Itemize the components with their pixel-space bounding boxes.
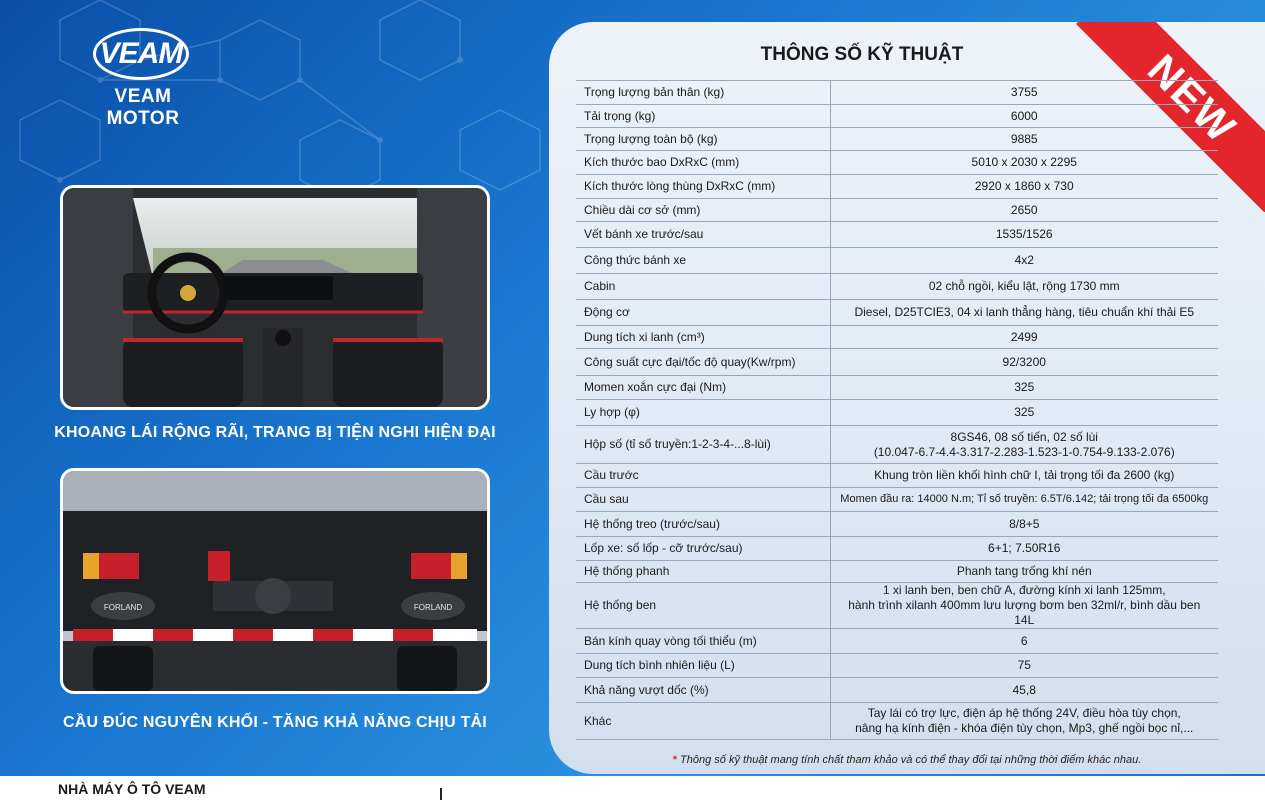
spec-value-line: 92/3200 — [1002, 354, 1046, 369]
spec-value-line: nâng hạ kính điện - khóa điện tùy chọn, Mp3, ghế ngồi bọc nỉ,... — [855, 721, 1194, 735]
rear-badge-left: FORLAND — [103, 603, 143, 612]
spec-value — [830, 326, 1218, 349]
spec-row — [576, 537, 1218, 561]
spec-value-line: 325 — [1014, 405, 1035, 419]
spec-row — [576, 561, 1218, 583]
new-ribbon-label: NEW — [1138, 45, 1246, 153]
spec-row — [576, 222, 1218, 248]
caption-rear-axle: CẦU ĐÚC NGUYÊN KHỐI - TĂNG KHẢ NĂNG CHỊU TẢI — [63, 714, 487, 731]
spec-key: Momen xoắn cực đại (Nm) — [576, 376, 830, 400]
spec-row — [576, 464, 1218, 488]
spec-key: Khác — [576, 703, 830, 740]
spec-value-line: Khung tròn liền khối hình chữ I, tải trọng tối đa 2600 (kg) — [874, 468, 1175, 482]
spec-row — [576, 199, 1218, 222]
spec-value-line: 3755 — [1010, 85, 1038, 99]
spec-key: Hệ thống ben — [576, 583, 830, 629]
spec-value-line: 5010 x 2030 x 2295 — [971, 155, 1077, 169]
spec-row — [576, 151, 1218, 175]
spec-value-line: 45,8 — [1012, 682, 1036, 697]
spec-row — [576, 300, 1218, 326]
spec-value-line: 9885 — [1010, 131, 1038, 146]
spec-row — [576, 583, 1218, 629]
spec-row — [576, 678, 1218, 703]
spec-value-line: Phanh tang trống khí nén — [956, 564, 1092, 578]
veam-logo-mark — [93, 28, 189, 80]
spec-value — [830, 678, 1218, 703]
spec-row — [576, 81, 1218, 105]
spec-key: Dung tích bình nhiên liệu (L) — [576, 654, 830, 678]
spec-key: Động cơ — [576, 300, 830, 326]
spec-row — [576, 376, 1218, 400]
spec-key: Tải trọng (kg) — [576, 105, 830, 128]
spec-value — [830, 561, 1218, 583]
spec-value — [830, 654, 1218, 678]
spec-value — [830, 105, 1218, 128]
spec-value — [830, 81, 1218, 105]
spec-value-line: 6 — [1020, 633, 1028, 648]
brand-name: VEAM MOTOR — [106, 86, 180, 129]
spec-value-line: 1 xi lanh ben, ben chữ A, đường kính xi lanh 125mm, — [882, 583, 1166, 597]
spec-row — [576, 128, 1218, 151]
spec-value — [830, 248, 1218, 274]
spec-value-line: 1535/1526 — [995, 227, 1053, 241]
rear-axle-photo — [60, 468, 490, 694]
spec-value-line: 6+1; 7.50R16 — [988, 541, 1061, 555]
spec-row — [576, 349, 1218, 376]
spec-key: Khả năng vượt dốc (%) — [576, 678, 830, 703]
spec-value-line: (10.047-6.7-4.4-3.317-2.283-1.523-1-0.754-9.133-2.076) — [873, 444, 1175, 459]
spec-value — [830, 128, 1218, 151]
spec-row — [576, 426, 1218, 464]
spec-value-line: 75 — [1017, 658, 1031, 672]
cabin-interior-photo — [60, 185, 490, 410]
spec-value-line: hành trình xilanh 400mm lưu lượng bơm ben 32ml/r, bình dầu ben 14L — [848, 598, 1201, 627]
footer-label: NHÀ MÁY Ô TÔ VEAM — [58, 781, 206, 797]
spec-value-line: 2920 x 1860 x 730 — [974, 179, 1074, 193]
spec-row — [576, 629, 1218, 654]
spec-value — [830, 222, 1218, 248]
spec-key: Dung tích xi lanh (cm³) — [576, 326, 830, 349]
spec-value-line: 4x2 — [1014, 253, 1034, 267]
spec-value-line: Tay lái có trợ lực, điện áp hệ thống 24V, điều hòa tùy chọn, — [867, 706, 1181, 720]
spec-title-text: THÔNG SỐ KỸ THUẬT — [760, 44, 964, 65]
spec-row — [576, 512, 1218, 537]
spec-key: Kích thước bao DxRxC (mm) — [576, 151, 830, 175]
spec-value — [830, 300, 1218, 326]
spec-row — [576, 175, 1218, 199]
spec-value — [830, 274, 1218, 300]
spec-value — [830, 400, 1218, 426]
spec-value — [830, 464, 1218, 488]
spec-key: Ly hợp (φ) — [576, 400, 830, 426]
veam-logo — [78, 28, 208, 129]
spec-value — [830, 175, 1218, 199]
spec-key: Hệ thống treo (trước/sau) — [576, 512, 830, 537]
spec-key: Hệ thống phanh — [576, 561, 830, 583]
spec-row — [576, 654, 1218, 678]
footer-divider — [440, 788, 442, 800]
spec-value — [830, 199, 1218, 222]
spec-value — [830, 349, 1218, 376]
caption-cabin: KHOANG LÁI RỘNG RÃI, TRANG BỊ TIỆN NGHI HIỆN ĐẠI — [54, 424, 496, 441]
note-text: Thông số kỹ thuật mang tính chất tham khảo và có thể thay đổi tại những thời điểm khác nhau. — [680, 754, 1142, 766]
disclaimer-note — [549, 754, 1265, 766]
spec-key: Công thức bánh xe — [576, 248, 830, 274]
spec-key: Lốp xe: số lốp - cỡ trước/sau) — [576, 537, 830, 561]
spec-key: Cabin — [576, 274, 830, 300]
spec-key: Trọng lượng toàn bộ (kg) — [576, 128, 830, 151]
spec-value-line: 2499 — [1010, 329, 1038, 344]
spec-key: Bán kính quay vòng tối thiểu (m) — [576, 629, 830, 654]
spec-key: Cầu sau — [576, 488, 830, 512]
spec-value — [830, 537, 1218, 561]
spec-value — [830, 376, 1218, 400]
spec-value-line: 6000 — [1010, 108, 1038, 123]
spec-value — [830, 583, 1218, 629]
spec-value — [830, 629, 1218, 654]
spec-value-line: 8/8+5 — [1009, 516, 1040, 531]
spec-table — [576, 80, 1218, 740]
spec-key: Hộp số (tỉ số truyền:1-2-3-4-...8-lùi) — [576, 426, 830, 464]
spec-value — [830, 703, 1218, 740]
spec-value — [830, 151, 1218, 175]
cabin-interior-illustration — [63, 188, 487, 407]
spec-title — [549, 44, 1265, 66]
spec-value-line: 2650 — [1010, 202, 1038, 217]
spec-row — [576, 703, 1218, 740]
spec-value-line: Diesel, D25TCIE3, 04 xi lanh thẳng hàng, tiêu chuẩn khí thải E5 — [854, 305, 1195, 319]
spec-key: Trọng lượng bản thân (kg) — [576, 81, 830, 105]
spec-key: Chiều dài cơ sở (mm) — [576, 199, 830, 222]
spec-value — [830, 488, 1218, 512]
spec-row — [576, 488, 1218, 512]
spec-value-line: 02 chỗ ngồi, kiểu lật, rộng 1730 mm — [928, 279, 1120, 293]
spec-value — [830, 512, 1218, 537]
spec-value-line: 8GS46, 08 số tiến, 02 số lùi — [950, 429, 1098, 444]
logo-mark-text: VEAM — [99, 37, 183, 70]
note-star: * — [672, 754, 677, 766]
spec-row — [576, 274, 1218, 300]
spec-value-line: Momen đầu ra: 14000 N.m; Tỉ số truyền: 6.5T/6.142; tải trọng tối đa 6500kg — [840, 493, 1209, 505]
spec-row — [576, 326, 1218, 349]
spec-row — [576, 248, 1218, 274]
spec-value — [830, 426, 1218, 464]
rear-axle-illustration — [63, 471, 487, 691]
spec-key: Kích thước lòng thùng DxRxC (mm) — [576, 175, 830, 199]
spec-key: Vết bánh xe trước/sau — [576, 222, 830, 248]
rear-badge-right: FORLAND — [413, 603, 453, 612]
spec-row — [576, 400, 1218, 426]
spec-key: Cầu trước — [576, 464, 830, 488]
spec-value-line: 325 — [1014, 380, 1035, 394]
spec-row — [576, 105, 1218, 128]
spec-key: Công suất cực đại/tốc độ quay(Kw/rpm) — [576, 349, 830, 376]
